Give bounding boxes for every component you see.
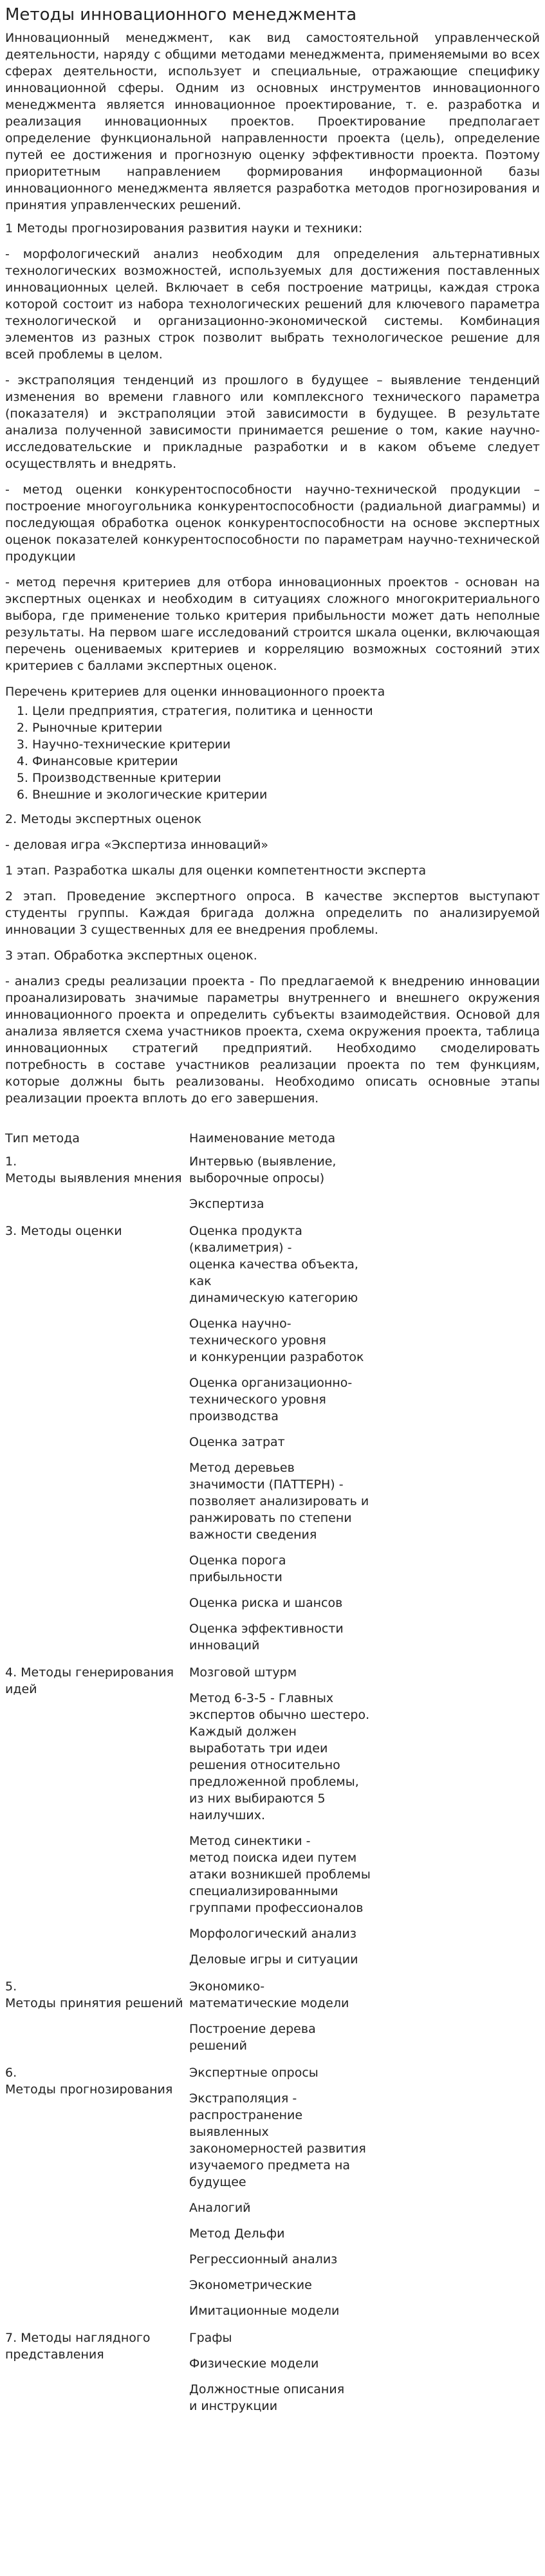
- paragraph-stage-2: 2 этап. Проведение экспертного опроса. В качестве экспертов выступают студенты группы. Каждая бригада должна определить по анализируемой инновации 3 существенных для ее внедрения проблемы.: [5, 889, 540, 937]
- methods-table: [5, 1130, 376, 2425]
- table-header-row: [5, 1130, 376, 1153]
- paragraph-environment-analysis: - анализ среды реализации проекта - По предлагаемой к внедрению инновации проанализировать значимые параметры внутреннего и внешнего окружения инновационного проекта и определить субъекты взаимодействия. Основой для анализа является схема участников проекта, схема окружения проекта, таблица инновационных стратегий предприятий. Необходимо смоделировать потребность в составе участников реализации проекта по тем функциям, которые должны быть реализованы. Необходимо описать основные этапы реализации проекта вплоть до его завершения.: [5, 974, 540, 1106]
- method-names-cell: [189, 1153, 376, 1223]
- method-names-cell: [189, 2330, 376, 2425]
- method-name: Оценка организационно-технического уровня производства: [189, 1376, 353, 1423]
- table-row: [5, 2330, 376, 2425]
- paragraph-extrapolation: - экстраполяция тенденций из прошлого в будущее – выявление тенденций изменения во времени главного или комплексного технического параметра (показателя) и экстраполяции этой зависимости в будущее. В результате анализа полученной зависимости принимается решение о том, какие научно-исследовательские и прикладные разработки и в каком объеме следует осуществлять и внедрять.: [5, 373, 540, 471]
- method-name: Оценка эффективности инноваций: [189, 1622, 344, 1653]
- method-name: Аналогий: [189, 2201, 251, 2215]
- method-name: Экстраполяция - распространение выявленных закономерностей развития изучаемого предмета на будущее: [189, 2091, 366, 2189]
- method-name: Деловые игры и ситуации: [189, 1952, 358, 1967]
- method-name: Оценка продукта (квалиметрия) - оценка качества объекта, как динамическую категорию: [189, 1224, 358, 1305]
- criteria-list: [5, 703, 540, 803]
- method-name: Физические модели: [189, 2357, 319, 2371]
- method-name: Метод 6-3-5 - Главных экспертов обычно шестеро. Каждый должен выработать три идеи решения относительно предложенной проблемы, из них выбираются 5 наилучших.: [189, 1691, 370, 1822]
- paragraph-stage-3: 3 этап. Обработка экспертных оценок.: [5, 949, 257, 963]
- method-type-cell: 7. Методы наглядного представления: [5, 2331, 151, 2362]
- method-type-cell: 3. Методы оценки: [5, 1224, 122, 1238]
- method-type-cell: 5. Методы принятия решений: [5, 1979, 183, 2010]
- method-name: Экономико-математические модели: [189, 1979, 349, 2010]
- method-name: Метод деревьев значимости (ПАТТЕРН) - позволяет анализировать и ранжировать по степени важности сведения: [189, 1461, 369, 1542]
- list-item: 5. Производственные критерии: [32, 770, 540, 786]
- list-item: 1. Цели предприятия, стратегия, политика и ценности: [32, 703, 540, 719]
- section-heading-expert: 2. Методы экспертных оценок: [5, 812, 202, 826]
- method-name: Экспертные опросы: [189, 2066, 319, 2080]
- paragraph-criteria-method: - метод перечня критериев для отбора инновационных проектов - основан на экспертных оценках и необходим в ситуациях сложного многокритериального выбора, где применение только критерия прибыльности может дать неполные результаты. На первом шаге исследований строится шкала оценки, включающая перечень оцениваемых критериев и корреляцию возможных состояний этих критериев с баллами экспертных оценок.: [5, 575, 540, 673]
- method-name: Регрессионный анализ: [189, 2252, 338, 2266]
- section-heading-forecasting: 1 Методы прогнозирования развития науки и техники:: [5, 221, 363, 236]
- paragraph-business-game: - деловая игра «Экспертиза инноваций»: [5, 838, 268, 852]
- method-type-cell: 1. Методы выявления мнения: [5, 1154, 182, 1185]
- table-row: [5, 1978, 376, 2064]
- method-names-cell: [189, 2064, 376, 2330]
- method-name: Метод Дельфи: [189, 2227, 285, 2241]
- method-name: Имитационные модели: [189, 2304, 340, 2318]
- paragraph-morphological: - морфологический анализ необходим для определения альтернативных технологических возможностей, используемых для достижения поставленных инновационных целей. Включает в себя построение матрицы, каждая строка которой состоит из набора технологических решений для ключевого параметра технологической и организационно-экономической системы. Комбинация элементов из разных строк позволит выбрать технологическое решение для всей проблемы в целом.: [5, 247, 540, 362]
- table-row: [5, 1664, 376, 1978]
- paragraph-criteria-heading: Перечень критериев для оценки инновационного проекта: [5, 685, 385, 699]
- paragraph-stage-1: 1 этап. Разработка шкалы для оценки компетентности эксперта: [5, 864, 427, 878]
- method-name: Морфологический анализ: [189, 1927, 356, 1941]
- paragraph-competitiveness: - метод оценки конкурентоспособности научно-технической продукции – построение многоугольника конкурентоспособности (радиальной диаграммы) и последующая обработка оценок конкурентоспособности на основе экспертных оценок показателей конкурентоспособности по параметрам научно-технической продукции: [5, 483, 540, 564]
- table-row: [5, 2064, 376, 2330]
- table-header-name: Наименование метода: [189, 1131, 336, 1145]
- table-header-type: Тип метода: [5, 1131, 80, 1145]
- intro-paragraph: Инновационный менеджмент, как вид самостоятельной управленческой деятельности, наряду с общими методами менеджмента, применяемыми во всех сферах деятельности, использует и специальные, отражающие специфику инновационной сферы. Одним из основных инструментов инновационного менеджмента является инновационное проектирование, т. е. разработка и реализация инновационных проектов. Проектирование предполагает определение функциональной направленности проекта (цель), определение путей ее достижения и прогнозную оценку эффективности проекта. Поэтому приоритетным направлением формирования информационной базы инновационного менеджмента является разработка методов прогнозирования и принятия управленческих решений.: [5, 31, 540, 212]
- method-name: Оценка порога прибыльности: [189, 1553, 286, 1584]
- method-name: Интервью (выявление, выборочные опросы): [189, 1154, 337, 1185]
- method-name: Мозговой штурм: [189, 1665, 297, 1680]
- method-name: Оценка научно-технического уровня и конкуренции разработок: [189, 1317, 364, 1364]
- table-row: [5, 1223, 376, 1664]
- method-name: Графы: [189, 2331, 232, 2345]
- method-name: Оценка риска и шансов: [189, 1596, 343, 1610]
- method-name: Эконометрические: [189, 2278, 312, 2292]
- list-item: 3. Научно-технические критерии: [32, 736, 540, 753]
- list-item: 4. Финансовые критерии: [32, 753, 540, 770]
- list-item: 6. Внешние и экологические критерии: [32, 786, 540, 803]
- table-row: [5, 1153, 376, 1223]
- method-name: Метод синектики - метод поиска идеи путем атаки возникшей проблемы специализированными группами профессионалов: [189, 1834, 371, 1915]
- page-title: Методы инновационного менеджмента: [5, 5, 357, 24]
- method-names-cell: [189, 1223, 376, 1664]
- method-name: Экспертиза: [189, 1197, 264, 1211]
- method-type-cell: 4. Методы генерирования идей: [5, 1665, 174, 1696]
- method-name: Должностные описания и инструкции: [189, 2382, 345, 2413]
- method-names-cell: [189, 1978, 376, 2064]
- method-name: Построение дерева решений: [189, 2022, 316, 2053]
- method-type-cell: 6. Методы прогнозирования: [5, 2066, 173, 2097]
- list-item: 2. Рыночные критерии: [32, 719, 540, 736]
- method-name: Оценка затрат: [189, 1435, 285, 1449]
- method-names-cell: [189, 1664, 376, 1978]
